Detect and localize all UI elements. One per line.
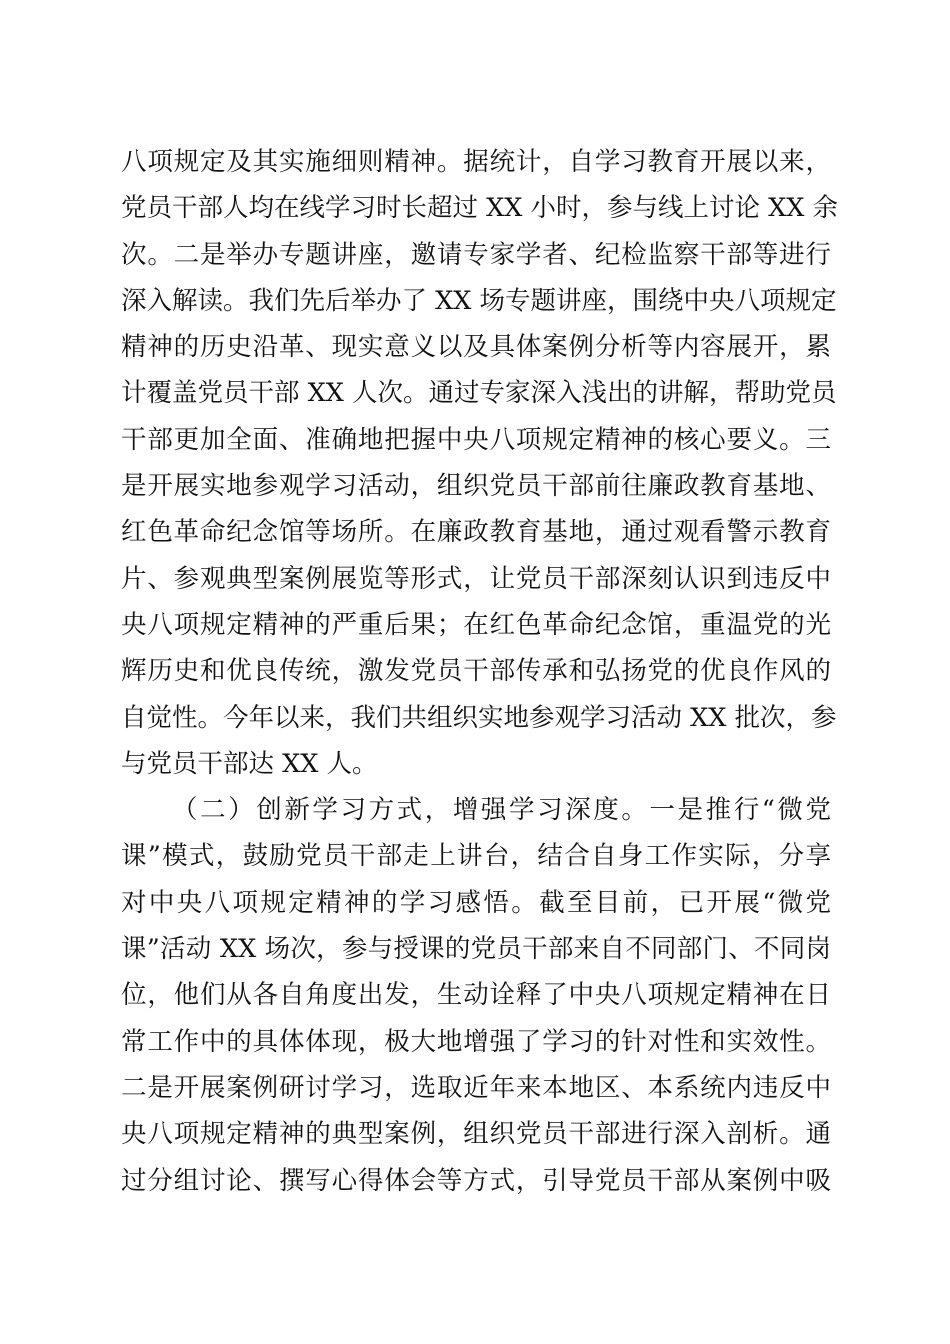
- text-line: 过分组讨论、撰写心得体会等方式，引导党员干部从案例中吸: [121, 1165, 831, 1196]
- text-line: 干部更加全面、准确地把握中央八项规定精神的核心要义。三: [121, 424, 831, 455]
- text-line: 常工作中的具体体现，极大地增强了学习的针对性和实效性。: [121, 1026, 831, 1057]
- text-line: 课”活动 XX 场次，参与授课的党员干部来自不同部门、不同岗: [121, 934, 831, 965]
- body-text: [121, 139, 839, 1204]
- text-line: 辉历史和优良传统，激发党员干部传承和弘扬党的优良作风的: [121, 656, 831, 687]
- text-line: 央八项规定精神的严重后果；在红色革命纪念馆，重温党的光: [121, 609, 831, 640]
- text-line: 对中央八项规定精神的学习感悟。截至目前，已开展“微党: [121, 887, 831, 918]
- text-line: 片、参观典型案例展览等形式，让党员干部深刻认识到违反中: [121, 563, 831, 594]
- text-line: 深入解读。我们先后举办了 XX 场专题讲座，围绕中央八项规定: [121, 285, 837, 316]
- section-heading-line: （二）创新学习方式，增强学习深度。一是推行“微党: [172, 795, 831, 826]
- text-line: 自觉性。今年以来，我们共组织实地参观学习活动 XX 批次，参: [121, 702, 837, 733]
- text-line: 央八项规定精神的典型案例，组织党员干部进行深入剖析。通: [121, 1119, 831, 1150]
- paragraph-last-line: 与党员干部达 XX 人。: [121, 748, 378, 779]
- text-line: 位，他们从各自角度出发，生动诠释了中央八项规定精神在日: [121, 980, 831, 1011]
- text-line: 八项规定及其实施细则精神。据统计，自学习教育开展以来，: [121, 147, 831, 177]
- text-line: 计覆盖党员干部 XX 人次。通过专家深入浅出的讲解，帮助党员: [121, 378, 837, 409]
- text-line: 二是开展案例研讨学习，选取近年来本地区、本系统内违反中: [121, 1072, 831, 1103]
- text-line: 党员干部人均在线学习时长超过 XX 小时，参与线上讨论 XX 余: [121, 193, 839, 224]
- text-line: 次。二是举办专题讲座，邀请专家学者、纪检监察干部等进行: [121, 239, 831, 270]
- text-line: 红色革命纪念馆等场所。在廉政教育基地，通过观看警示教育: [121, 517, 831, 548]
- text-line: 精神的历史沿革、现实意义以及具体案例分析等内容展开，累: [121, 332, 831, 363]
- text-line: 是开展实地参观学习活动，组织党员干部前往廉政教育基地、: [121, 471, 831, 502]
- text-line: 课”模式，鼓励党员干部走上讲台，结合自身工作实际，分享: [121, 841, 831, 872]
